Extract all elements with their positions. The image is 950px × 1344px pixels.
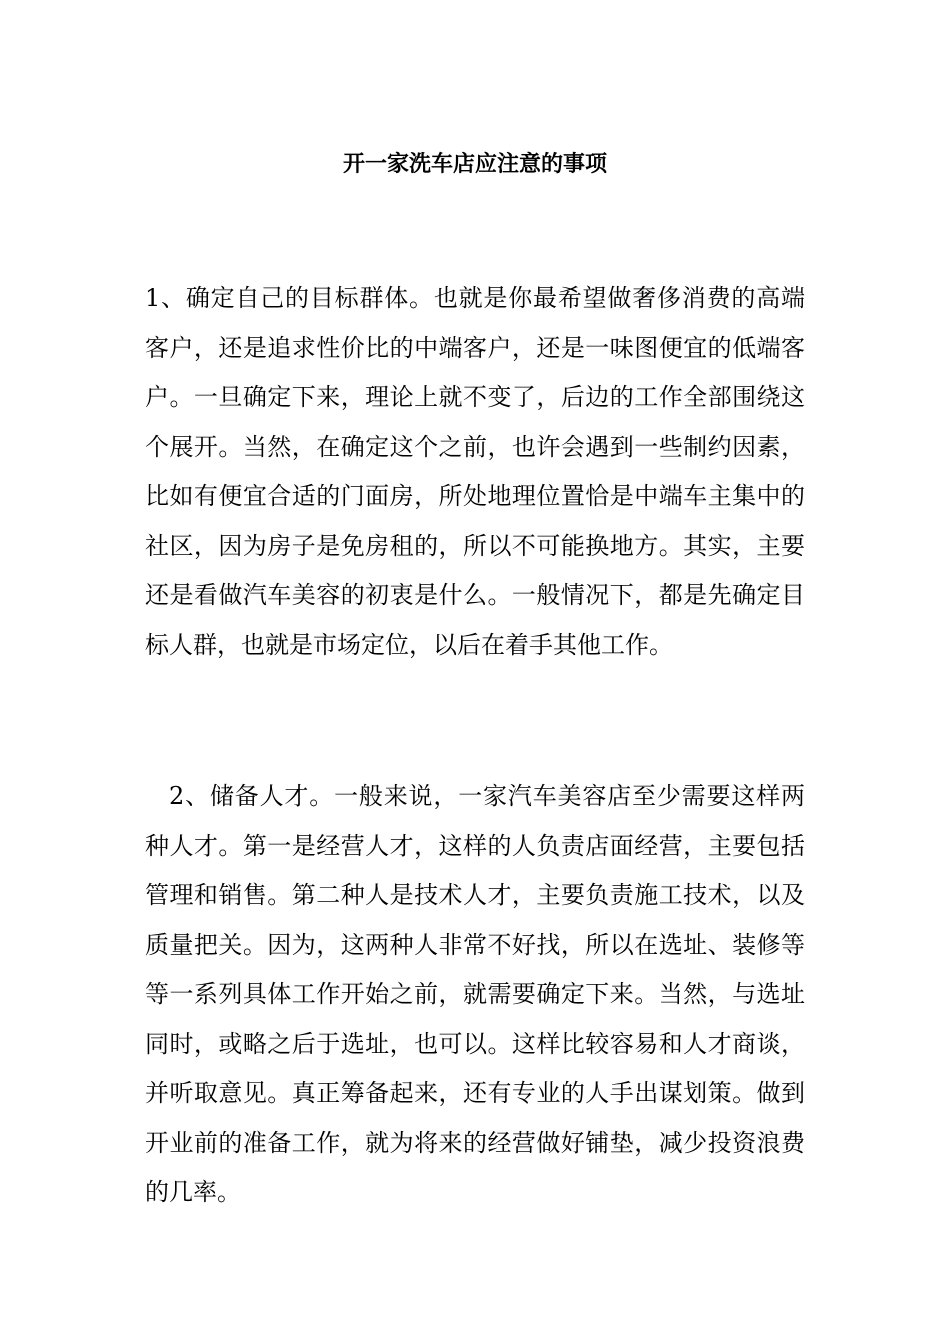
document-title: 开一家洗车店应注意的事项 <box>342 151 607 177</box>
paragraph-target-group: 1、确定自己的目标群体。也就是你最希望做奢侈消费的高端客户，还是追求性价比的中端客户，还是一味图便宜的低端客户。一旦确定下来，理论上就不变了，后边的工作全部围绕这个展开。当然，在确定这个之前，也许会遇到一些制约因素，比如有便宜合适的门面房，所处地理位置恰是中端车主集中的社区，因为房子是免房租的，所以不可能换地方。其实，主要还是看做汽车美容的初衷是什么。一般情况下，都是先确定目标人群，也就是市场定位，以后在着手其他工作。 <box>145 284 805 659</box>
paragraph-talent-reserve: 2、储备人才。一般来说，一家汽车美容店至少需要这样两种人才。第一是经营人才，这样的人负责店面经营，主要包括管理和销售。第二种人是技术人才，主要负责施工技术，以及质量把关。因为，这两种人非常不好找，所以在选址、装修等等一系列具体工作开始之前，就需要确定下来。当然，与选址同时，或略之后于选址，也可以。这样比较容易和人才商谈，并听取意见。真正筹备起来，还有专业的人手出谋划策。做到开业前的准备工作，就为将来的经营做好铺垫，减少投资浪费的几率。 <box>145 782 805 1206</box>
